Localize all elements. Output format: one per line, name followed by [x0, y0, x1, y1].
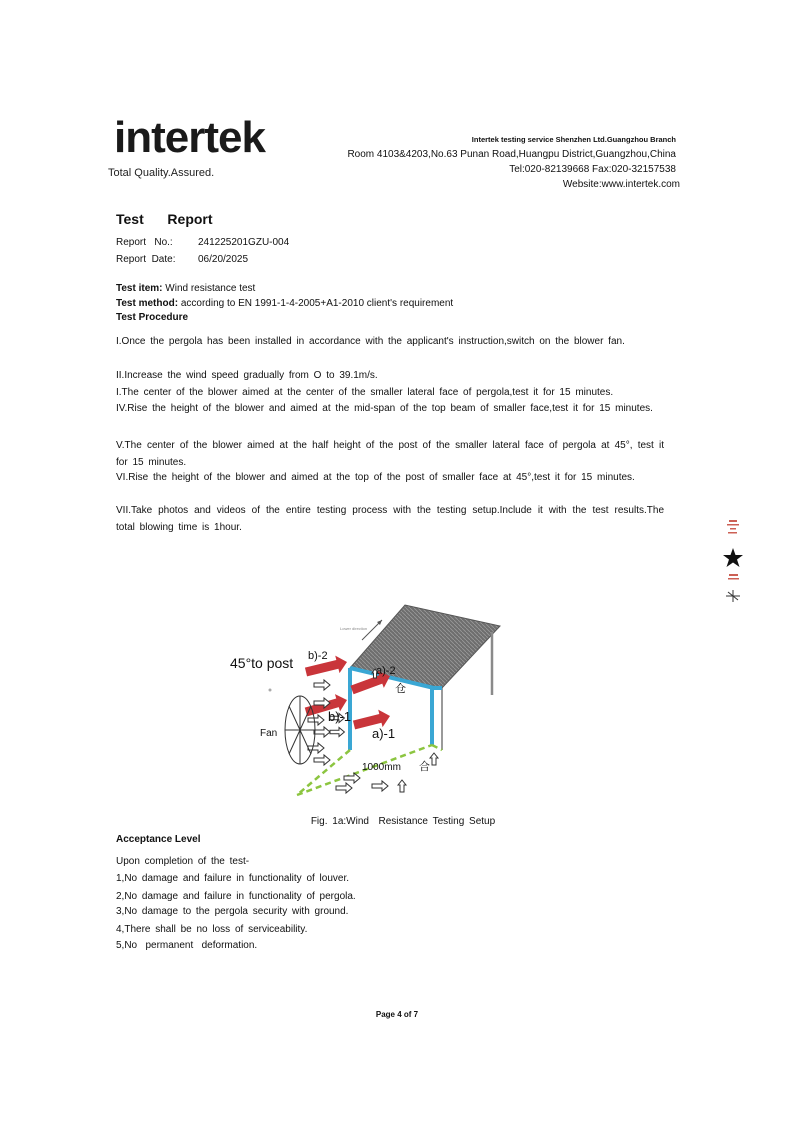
- svg-text:Lower direction: Lower direction: [340, 626, 368, 631]
- report-title: Test Report: [116, 211, 213, 227]
- company-address: Room 4103&4203,No.63 Punan Road,Huangpu District,Guangzhou,China: [347, 149, 676, 160]
- wind-test-setup-figure: [222, 600, 522, 800]
- up-arrow-icon: [430, 753, 438, 765]
- test-item-row: [116, 283, 255, 294]
- label-a2: a)-2: [376, 665, 396, 677]
- test-method-row: [116, 298, 453, 309]
- test-method-value: according to EN 1991-1-4-2005+A1-2010 client's requirement: [180, 298, 454, 309]
- test-item-label: Test item:: [116, 283, 163, 294]
- acceptance-intro: Upon completion of the test-: [116, 856, 250, 867]
- report-number: 241225201GZU-004: [198, 237, 290, 248]
- pergola-roof: [350, 605, 500, 688]
- label-fan: Fan: [260, 728, 278, 739]
- tagline: Total Quality.Assured.: [108, 167, 215, 179]
- right-arrow-icon: [314, 727, 330, 737]
- label-1000mm: 1000mm: [362, 762, 401, 773]
- procedure-step-5: V.The center of the blower aimed at the half height of the post of the smaller lateral face of pergola at 45°, test it for 15 minutes.: [116, 440, 664, 468]
- label-glyph: 合: [419, 760, 430, 773]
- company-tel-fax: Tel:020-82139668 Fax:020-32157538: [509, 164, 676, 175]
- report-number-label: Report No.:: [116, 237, 173, 248]
- acceptance-item-4: 4,There shall be no loss of serviceability.: [116, 924, 308, 935]
- procedure-step-3: I.The center of the blower aimed at the center of the smaller lateral face of pergola,test it for 15 minutes.: [116, 387, 614, 398]
- right-arrow-icon: [330, 728, 344, 737]
- label-b2: b)-2: [308, 650, 328, 662]
- report-number-row: [116, 237, 289, 248]
- procedure-step-4: IV.Rise the height of the blower and aimed at the mid-span of the top beam of smaller face,test it for 15 minutes.: [116, 403, 653, 414]
- acceptance-item-5: 5,No permanent deformation.: [116, 940, 258, 951]
- acceptance-title: Acceptance Level: [116, 834, 201, 845]
- procedure-step-7: VII.Take photos and videos of the entire testing process with the testing setup.Include it with the test results.The total blowing time is 1hour.: [116, 505, 664, 533]
- company-name: Intertek testing service Shenzhen Ltd.Guangzhou Branch: [471, 135, 676, 144]
- right-arrow-icon: [372, 781, 388, 791]
- report-date-row: [116, 254, 248, 265]
- procedure-step-2: II.Increase the wind speed gradually from O to 39.1m/s.: [116, 370, 378, 381]
- procedure-step-1: I.Once the pergola has been installed in accordance with the applicant's instruction,switch on the blower fan.: [116, 336, 625, 347]
- acceptance-item-2: 2,No damage and failure in functionality of pergola.: [116, 891, 356, 902]
- procedure-step-6: VI.Rise the height of the blower and aimed at the top of the post of smaller face at 45°,test it for 15 minutes.: [116, 472, 635, 483]
- intertek-logo: intertek: [114, 113, 265, 162]
- fan-icon: [285, 696, 315, 764]
- test-procedure-label: Test Procedure: [116, 312, 189, 323]
- label-b1: b)-1: [328, 709, 352, 724]
- guide-line: [432, 745, 442, 750]
- report-date-label: Report Date:: [116, 254, 176, 265]
- test-method-label: Test method:: [116, 298, 179, 309]
- seal-stamp-icon: [722, 518, 744, 608]
- right-arrow-icon: [314, 680, 330, 690]
- right-arrow-icon: [344, 773, 360, 783]
- figure-caption: Fig. 1a:Wind Resistance Testing Setup: [310, 816, 496, 827]
- acceptance-item-1: 1,No damage and failure in functionality of louver.: [116, 873, 350, 884]
- report-date: 06/20/2025: [198, 254, 249, 265]
- right-arrow-icon: [336, 783, 352, 793]
- up-arrow-icon: [398, 780, 406, 792]
- right-arrow-icon: [308, 715, 324, 725]
- right-arrow-icon: [314, 755, 330, 765]
- acceptance-item-3: 3,No damage to the pergola security with ground.: [116, 906, 349, 917]
- label-a1: a)-1: [372, 726, 396, 741]
- label-45-to-post: 45°to post: [230, 655, 294, 671]
- page-number: Page 4 of 7: [375, 1010, 419, 1019]
- label-glyph: 仓: [395, 682, 406, 695]
- test-item-value: Wind resistance test: [165, 283, 256, 294]
- company-website: Website:www.intertek.com: [562, 179, 680, 190]
